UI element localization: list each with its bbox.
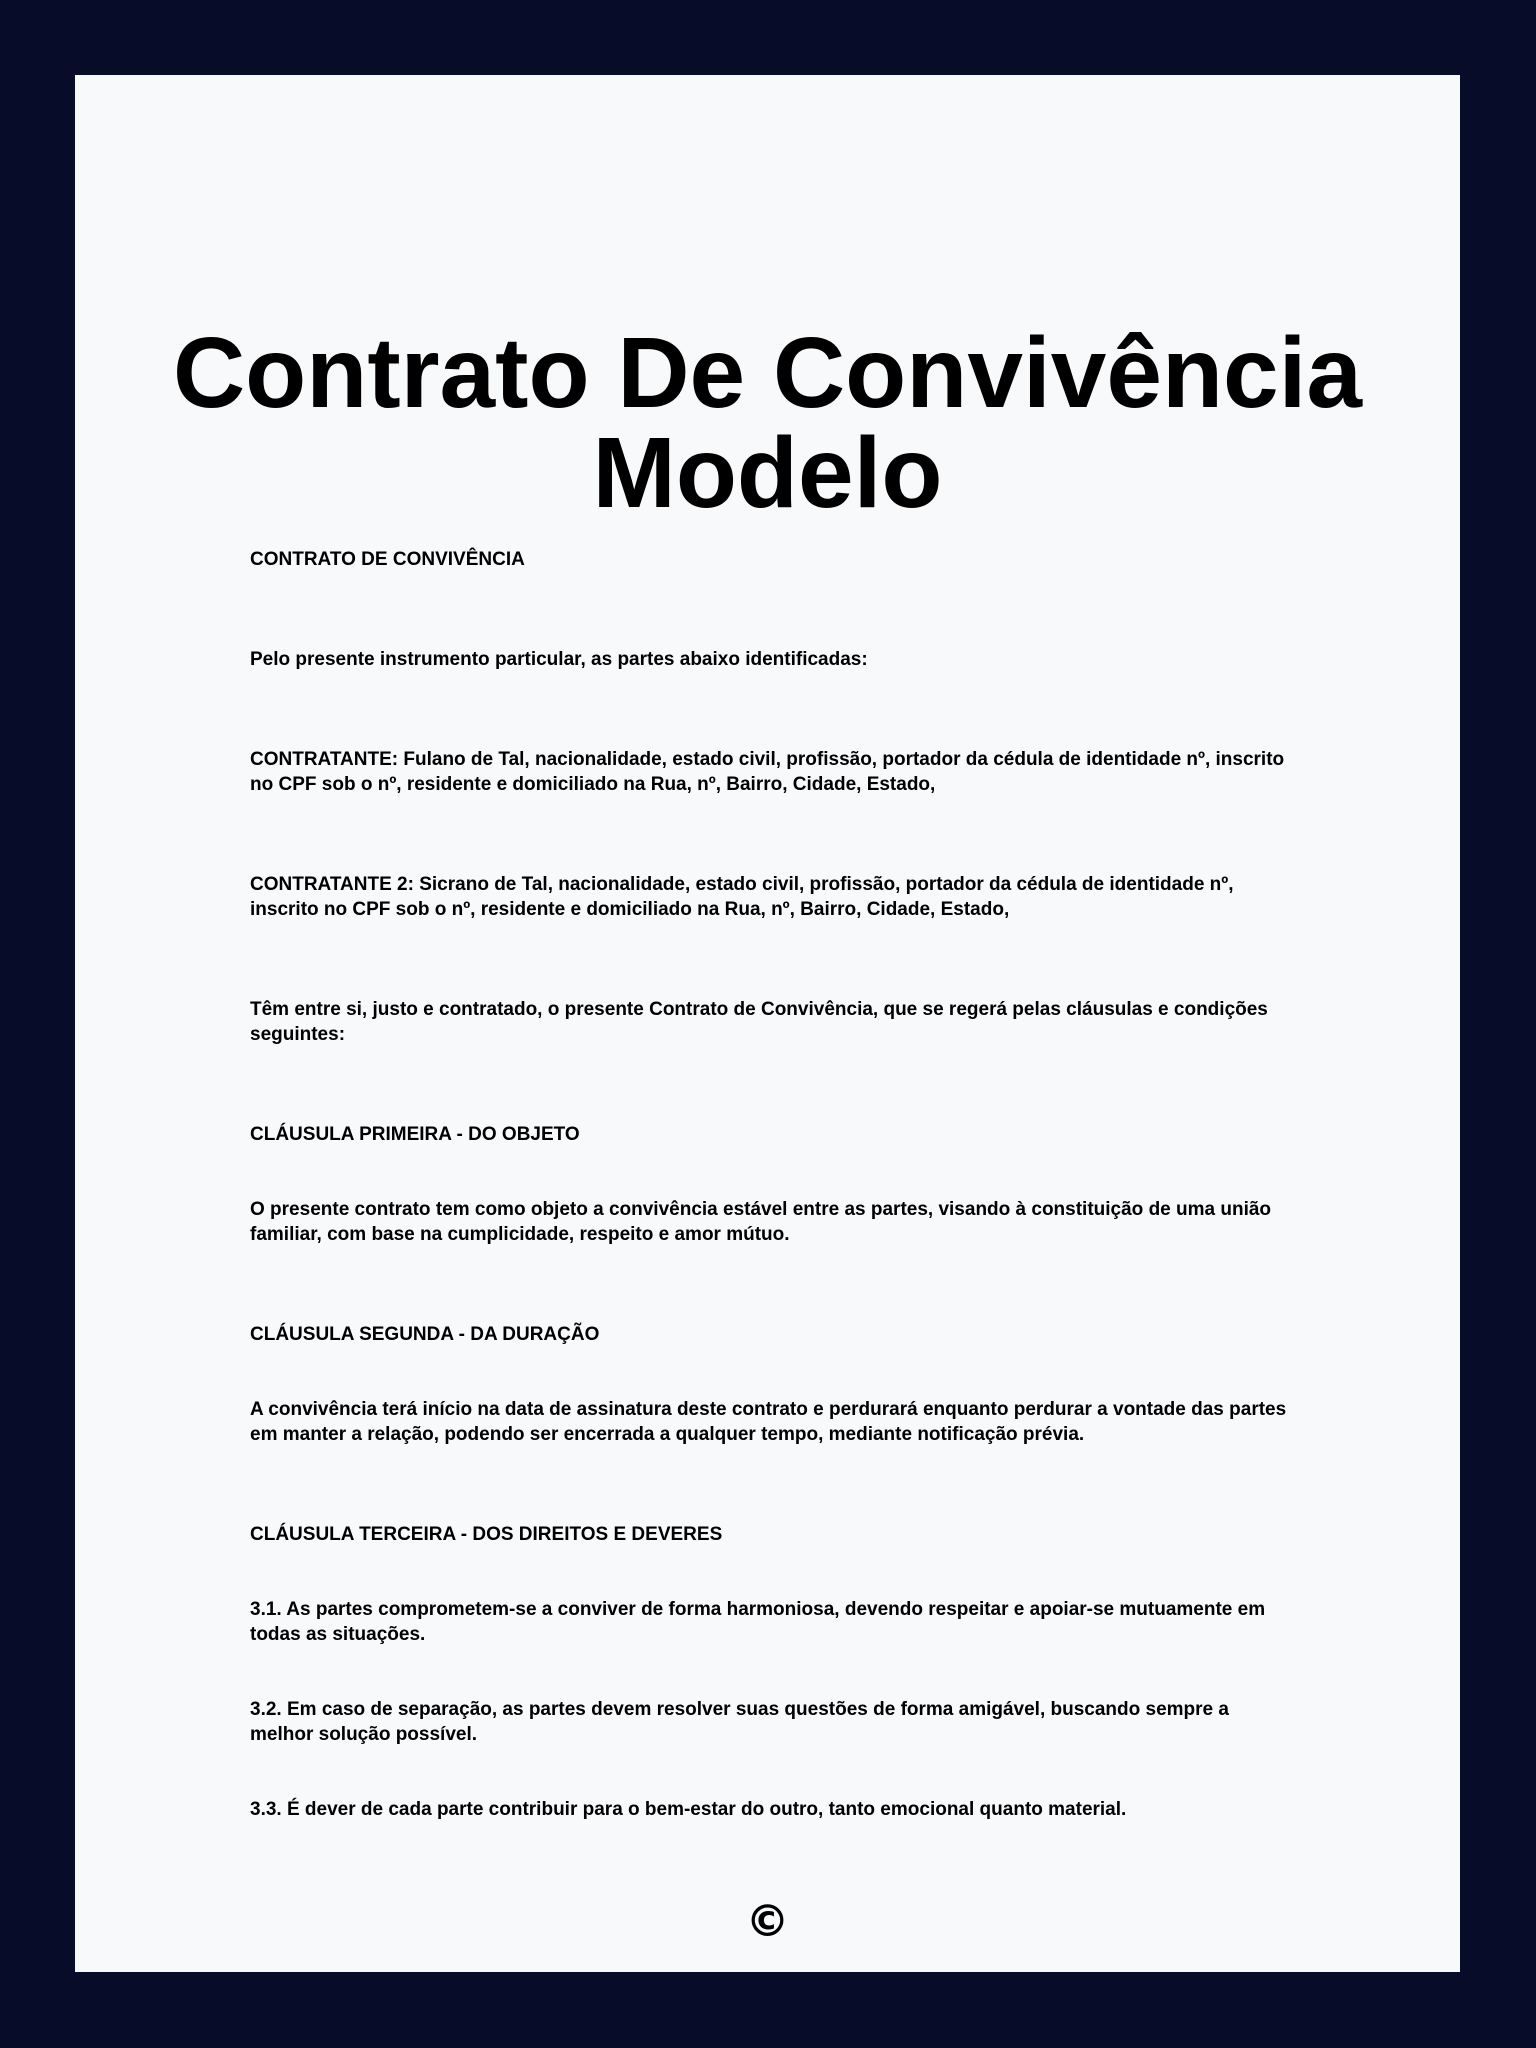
clause-three-item-3: 3.3. É dever de cada parte contribuir para o bem-estar do outro, tanto emocional quanto material. [250, 1799, 1127, 1820]
document-title-line-2: Modelo [592, 417, 943, 529]
party-one-paragraph: CONTRATANTE: Fulano de Tal, nacionalidade, estado civil, profissão, portador da cédula de identidade nº, inscrito no CPF sob o nº, residente e domiciliado na Rua, nº, Bairro, Cidade, Estado, [250, 749, 1285, 795]
document-title [75, 317, 1460, 529]
intro-paragraph: Pelo presente instrumento particular, as partes abaixo identificadas: [250, 649, 868, 670]
clause-three-item-2: 3.2. Em caso de separação, as partes devem resolver suas questões de forma amigável, buscando sempre a melhor solução possível. [250, 1699, 1229, 1745]
agreement-paragraph: Têm entre si, justo e contratado, o presente Contrato de Convivência, que se regerá pelas cláusulas e condições seguintes: [250, 999, 1268, 1045]
clause-three-item-1: 3.1. As partes comprometem-se a conviver de forma harmoniosa, devendo respeitar e apoiar-se mutuamente em todas as situações. [250, 1599, 1266, 1645]
clause-one-heading: CLÁUSULA PRIMEIRA - DO OBJETO [250, 1124, 580, 1145]
document-page [75, 75, 1460, 1972]
document-title-line-1: Contrato De Convivência [172, 317, 1363, 429]
copyright-icon: © [745, 1896, 790, 1947]
clause-three-heading: CLÁUSULA TERCEIRA - DOS DIREITOS E DEVERES [250, 1524, 723, 1545]
contract-heading: CONTRATO DE CONVIVÊNCIA [250, 549, 525, 570]
clause-two-paragraph: A convivência terá início na data de assinatura deste contrato e perdurará enquanto perdurar a vontade das partes em manter a relação, podendo ser encerrada a qualquer tempo, mediante notificação prévia. [250, 1399, 1287, 1445]
clause-two-heading: CLÁUSULA SEGUNDA - DA DURAÇÃO [250, 1324, 600, 1345]
party-two-paragraph: CONTRATANTE 2: Sicrano de Tal, nacionalidade, estado civil, profissão, portador da cédula de identidade nº, inscrito no CPF sob o nº, residente e domiciliado na Rua, nº, Bairro, Cidade, Estado, [250, 874, 1234, 920]
clause-one-paragraph: O presente contrato tem como objeto a convivência estável entre as partes, visando à constituição de uma união familiar, com base na cumplicidade, respeito e amor mútuo. [250, 1199, 1272, 1245]
